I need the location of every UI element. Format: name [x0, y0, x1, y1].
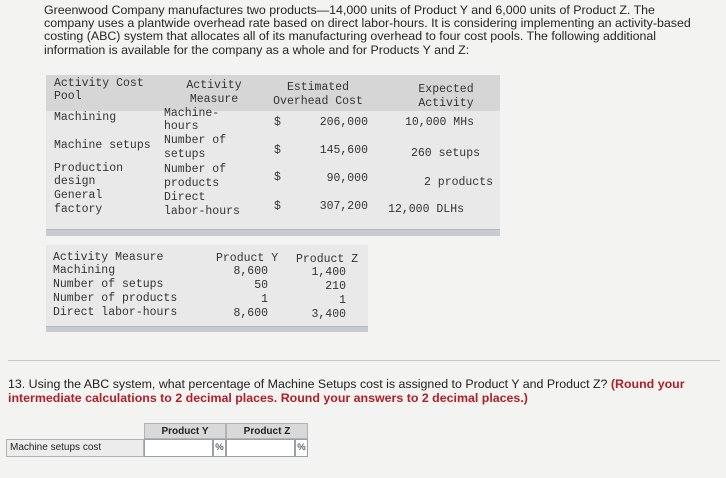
- measure-row-name: Machining: [53, 264, 116, 277]
- measure-header-product-z: Product Z: [296, 253, 359, 266]
- rounding-instruction: (Round your intermediate calculations to 2 decimal places. Round your answers to 2 decimal places.): [8, 377, 685, 405]
- product-z-percent-input[interactable]: [226, 439, 295, 457]
- problem-intro: [44, 4, 704, 57]
- row-machining-expected: 10,000 MHs: [404, 116, 474, 129]
- measure-row-z: 1: [339, 294, 346, 307]
- row-general-pool-l1: General: [54, 189, 103, 202]
- header-cost-line2: Overhead Cost: [273, 95, 363, 108]
- answer-header-product-z: Product Z: [226, 423, 308, 439]
- header-cost-line1: Estimated: [286, 81, 350, 94]
- section-divider: [8, 360, 720, 361]
- measure-row-z: 3,400: [311, 308, 346, 321]
- row-design-currency: $: [274, 171, 281, 184]
- row-general-measure-l1: Direct: [164, 191, 206, 204]
- row-setups-measure-l1: Number of: [164, 134, 227, 147]
- row-design-pool-l1: Production: [54, 162, 124, 175]
- row-machining-cost: 206,000: [319, 116, 368, 129]
- header-measure-line1: Activity: [186, 79, 242, 92]
- intro-line-1: Greenwood Company manufactures two products—14,000 units of Product Y and 6,000 units of Product Z. The: [44, 3, 655, 17]
- activity-measure-table: [46, 245, 368, 335]
- row-setups-measure-l2: setups: [164, 148, 206, 161]
- intro-line-3: costing (ABC) system that allocates all of its manufacturing overhead to four cost pools. The following additional: [44, 29, 657, 44]
- row-machining-pool: Machining: [54, 111, 117, 124]
- row-setups-currency: $: [274, 144, 281, 157]
- measure-table-bottom-bar: [46, 326, 368, 332]
- row-machining-measure-l1: Machine-: [164, 107, 220, 120]
- measure-header-activity: Activity Measure: [53, 251, 164, 264]
- row-general-expected: 12,000 DLHs: [388, 203, 464, 216]
- row-design-measure-l1: Number of: [164, 163, 227, 176]
- row-setups-cost: 145,600: [319, 144, 368, 157]
- measure-row-y: 8,600: [233, 307, 268, 320]
- question-13: [8, 377, 708, 405]
- measure-header-product-y: Product Y: [216, 252, 279, 265]
- row-setups-expected: 260 setups: [410, 147, 480, 160]
- product-z-percent-unit: %: [295, 439, 308, 457]
- measure-row-name: Number of setups: [53, 278, 164, 291]
- row-design-expected: 2 products: [423, 176, 493, 189]
- row-general-measure-l2: labor-hours: [164, 205, 240, 218]
- table-bottom-bar: [46, 229, 500, 236]
- measure-row-z: 1,400: [311, 266, 346, 279]
- measure-row-y: 50: [254, 279, 268, 292]
- question-text: 13. Using the ABC system, what percentage of Machine Setups cost is assigned to Product Y and Product Z?: [8, 377, 608, 391]
- row-design-cost: 90,000: [326, 172, 368, 185]
- answer-row-label: Machine setups cost: [6, 439, 144, 457]
- row-machining-measure-l2: hours: [164, 120, 199, 133]
- header-expected-line2: Activity: [418, 97, 474, 110]
- row-machining-currency: $: [274, 116, 281, 129]
- row-general-pool-l2: factory: [54, 203, 103, 216]
- header-pool-line2: Pool: [54, 90, 82, 103]
- header-pool-line1: Activity Cost: [54, 77, 144, 90]
- row-setups-pool: Machine setups: [54, 139, 151, 152]
- row-design-pool-l2: design: [54, 175, 96, 188]
- row-design-measure-l2: products: [164, 177, 220, 190]
- header-expected-line1: Expected: [418, 83, 474, 96]
- measure-row-name: Direct labor-hours: [53, 306, 178, 319]
- activity-cost-pool-table: [46, 75, 500, 237]
- row-general-cost: 307,200: [319, 200, 368, 213]
- header-measure-line2: Measure: [189, 93, 239, 106]
- measure-row-name: Number of products: [53, 292, 178, 305]
- measure-row-z: 210: [325, 280, 346, 293]
- measure-row-y: 1: [261, 293, 268, 306]
- product-y-percent-input[interactable]: [144, 439, 213, 457]
- product-y-percent-unit: %: [213, 439, 226, 457]
- intro-line-4: information is available for the company as a whole and for Products Y and Z:: [44, 42, 470, 57]
- measure-row-y: 8,600: [233, 265, 268, 278]
- intro-line-2: company uses a plantwide overhead rate based on direct labor-hours. It is considering implementing an activity-based: [44, 16, 691, 31]
- row-general-currency: $: [274, 200, 281, 213]
- answer-header-product-y: Product Y: [144, 423, 226, 439]
